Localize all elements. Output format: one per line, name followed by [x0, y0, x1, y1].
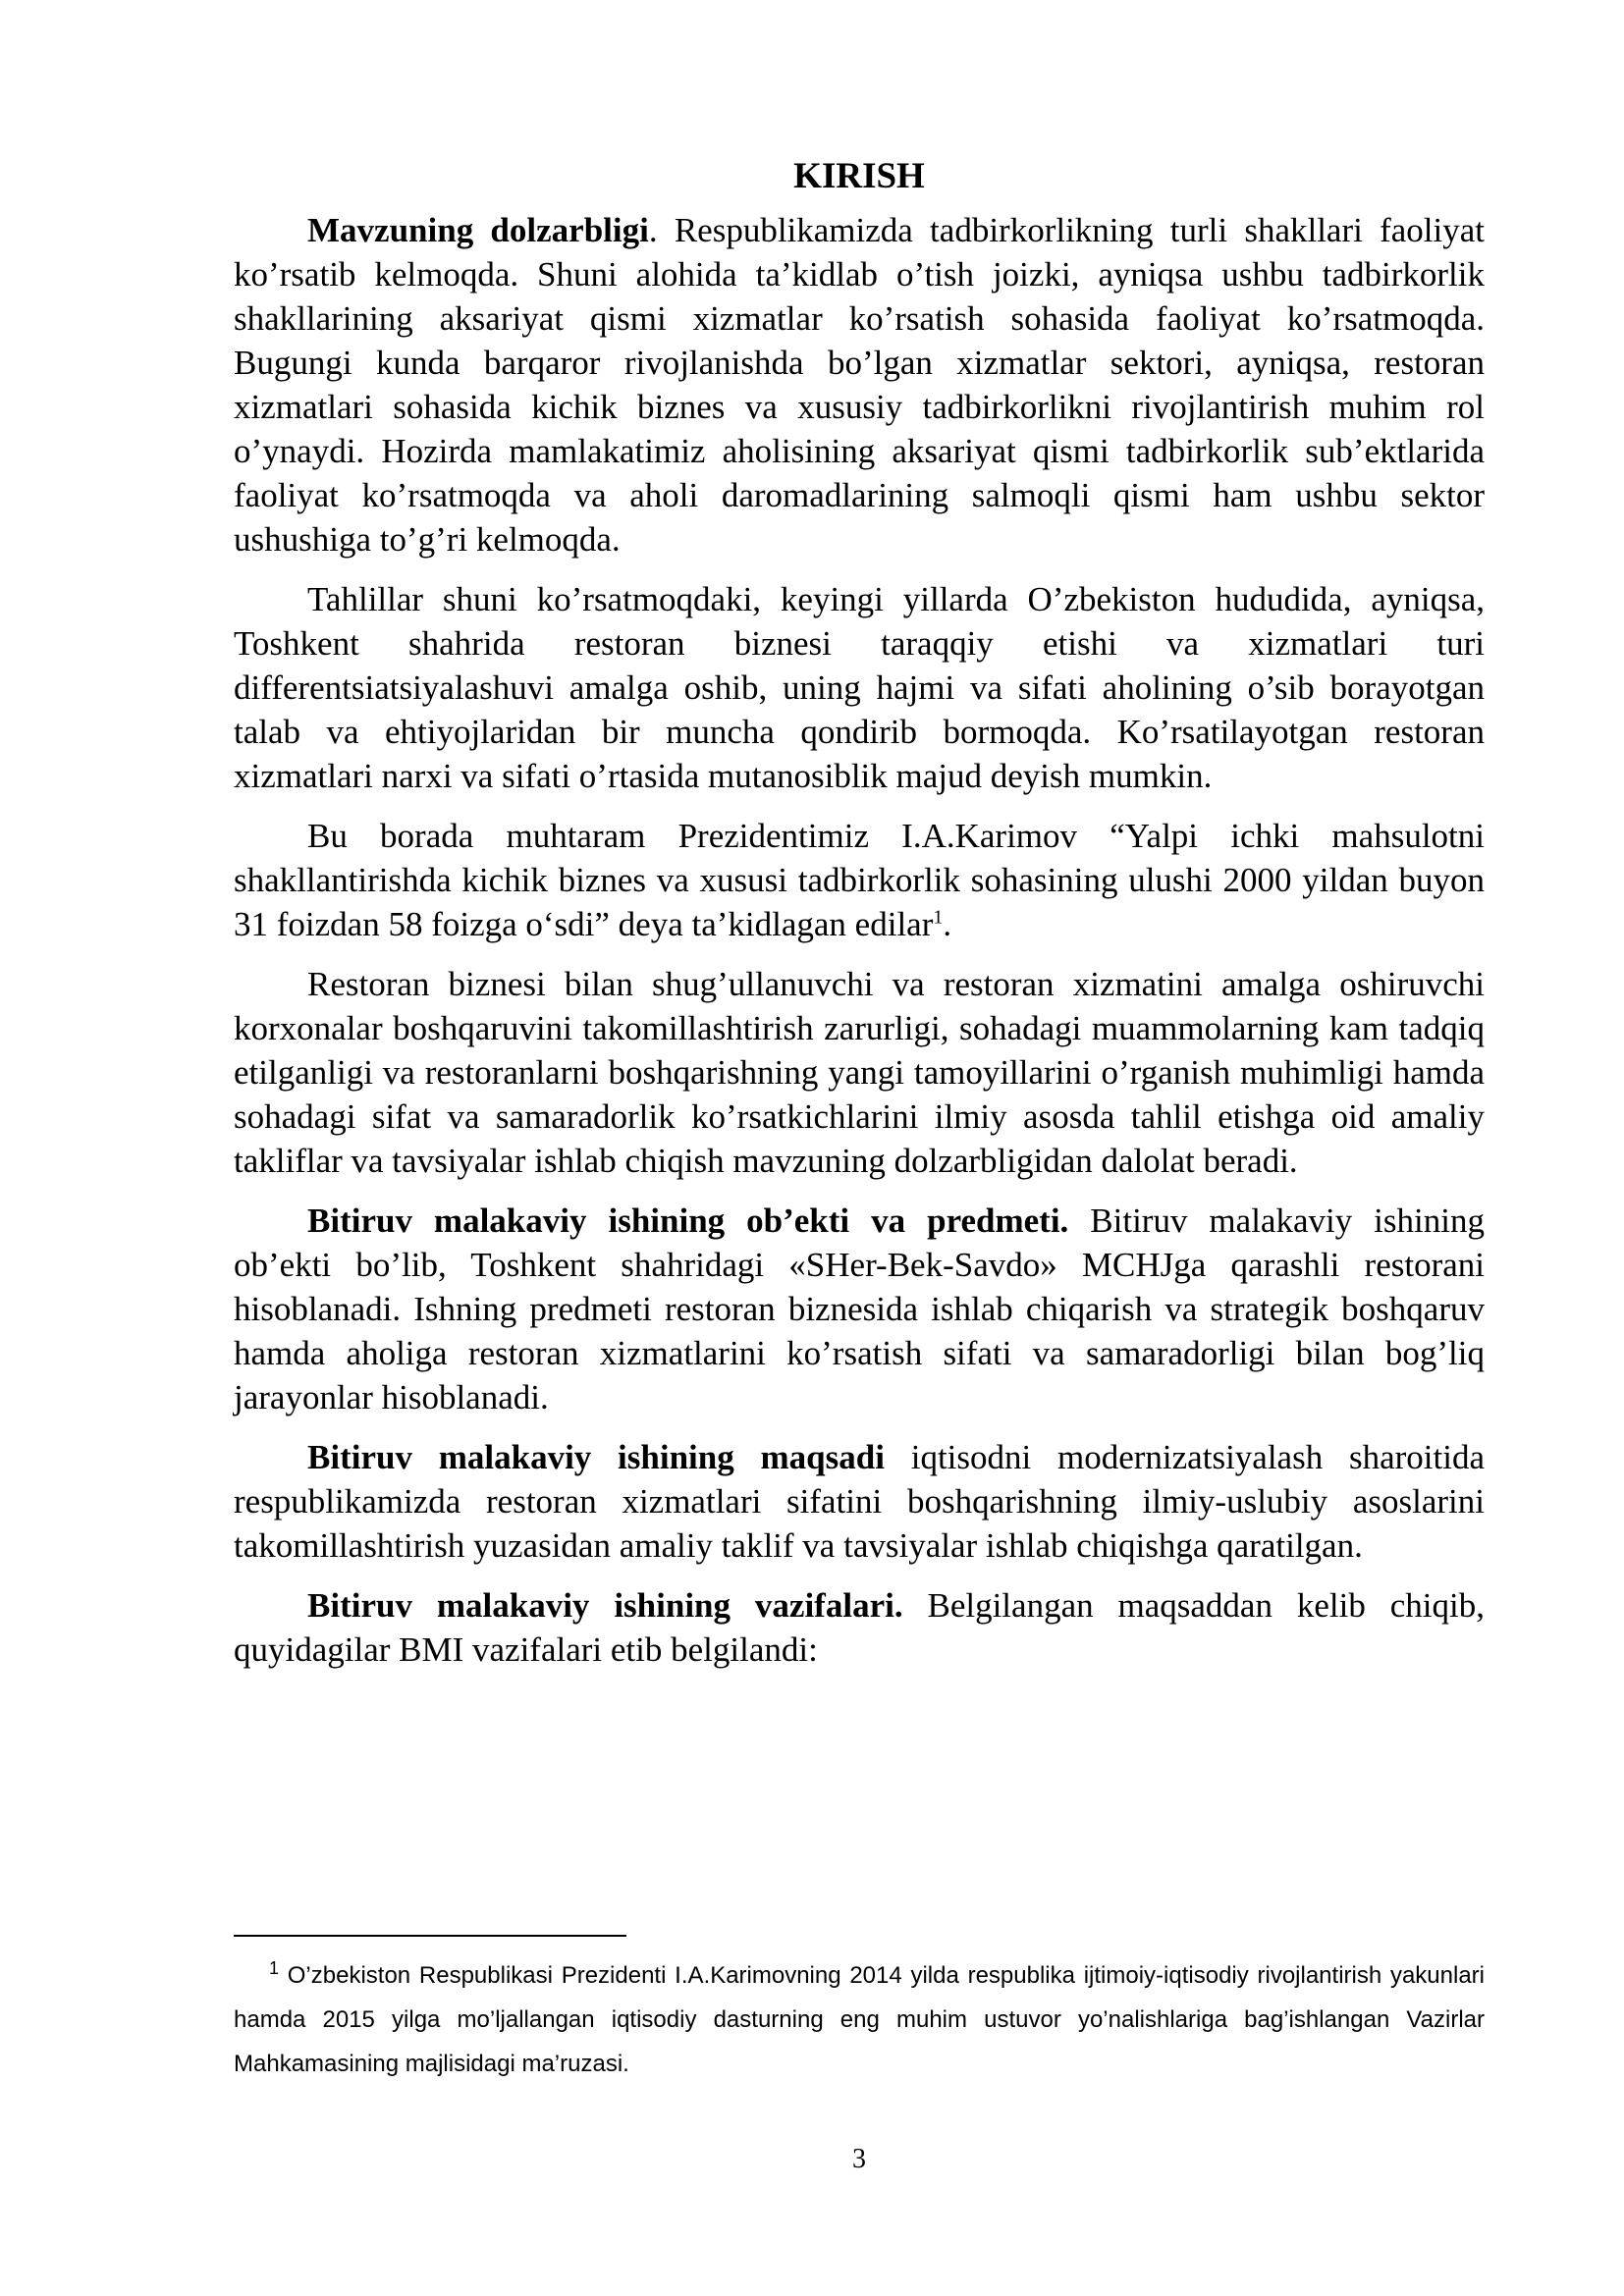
paragraph-relevance [234, 208, 1485, 561]
paragraph-lead: Bitiruv malakaviy ishining maqsadi [307, 1438, 885, 1476]
paragraph-goal [234, 1435, 1485, 1568]
page-number: 3 [852, 2144, 866, 2174]
footnote-reference[interactable]: 1 [933, 906, 944, 929]
paragraph-analysis [234, 577, 1485, 798]
footnote-text: O’zbekiston Respublikasi Prezidenti I.A.Karimovning 2014 yilda respublika ijtimoiy-iqtisodiy rivojlantirish yakunlari hamda 2015 yilga mo’ljallangan iqtisodiy dasturning eng muhim ustuvor yo’nalishlariga bag’ishlangan Vazirlar Mahkamasining majlisidagi ma’ruzasi. [234, 1962, 1485, 2077]
paragraph-necessity [234, 962, 1485, 1183]
paragraph-object-subject [234, 1199, 1485, 1419]
paragraph-lead: Bitiruv malakaviy ishining ob’ekti va predmeti. [307, 1201, 1069, 1240]
paragraph-text: Belgilangan maqsaddan kelib chiqib, quyidagilar BMI vazifalari etib belgilandi: [234, 1586, 1485, 1669]
paragraph-text: Restoran biznesi bilan shug’ullanuvchi va restoran xizmatini amalga oshiruvchi korxonalar boshqaruvini takomillashtirish zarurligi, sohadagi muammolarning kam tadqiq etilganligi va restoranlarni boshqarishning yangi tamoyillarini o’rganish muhimligi hamda sohadagi sifat va samaradorlik ko’rsatkichlarini ilmiy asosda tahlil etishga oid amaliy takliflar va tavsiyalar ishlab chiqish mavzuning dolzarbligidan dalolat beradi. [234, 965, 1485, 1180]
paragraph-lead: Bitiruv malakaviy ishining vazifalari. [307, 1586, 903, 1625]
paragraph-president-quote [234, 814, 1485, 946]
section-heading: KIRISH [793, 156, 925, 196]
paragraph-lead: Mavzuning dolzarbligi [307, 211, 649, 249]
paragraph-tasks [234, 1583, 1485, 1672]
paragraph-text: Tahlillar shuni ko’rsatmoqdaki, keyingi yillarda O’zbekiston hududida, ayniqsa, Toshkent shahrida restoran biznesi taraqqiy etishi va xizmatlari turi differentsiatsiyalashuvi amalga oshib, uning hajmi va sifati aholining o’sib borayotgan talab va ehtiyojlaridan bir muncha qondirib bormoqda. Ko’rsatilayotgan restoran xizmatlari narxi va sifati o’rtasida mutanosiblik majud deyish mumkin. [234, 580, 1485, 795]
paragraph-text: iqtisodni modernizatsiyalash sharoitida respublikamizda restoran xizmatlari sifatini boshqarishning ilmiy-uslubiy asoslarini takomillashtirish yuzasidan amaliy taklif va tavsiyalar ishlab chiqishga qaratilgan. [234, 1438, 1485, 1565]
footnote-mark: 1 [269, 1958, 280, 1978]
paragraph-tail: . [943, 905, 952, 943]
paragraph-text: Bitiruv malakaviy ishining ob’ekti bo’lib, Toshkent shahridagi «SHer-Bek-Savdo» MCHJga qarashli restorani hisoblanadi. Ishning predmeti restoran biznesida ishlab chiqarish va strategik boshqaruv hamda aholiga restoran xizmatlarini ko’rsatish sifati va samaradorligi bilan bog’liq jarayonlar hisoblanadi. [234, 1201, 1485, 1416]
page-body [234, 147, 1485, 1687]
footnote-divider [234, 1935, 626, 1937]
paragraph-text: Bu borada muhtaram Prezidentimiz I.A.Karimov “Yalpi ichki mahsulotni shakllantirishda kichik biznes va xususi tadbirkorlik sohasining ulushi 2000 yildan buyon 31 foizdan 58 foizga o‘sdi” deya ta’kidlagan edilar [234, 817, 1485, 943]
paragraph-text: . Respublikamizda tadbirkorlikning turli shakllari faoliyat ko’rsatib kelmoqda. Shuni alohida ta’kidlab o’tish joizki, ayniqsa ushbu tadbirkorlik shakllarining aksariyat qismi xizmatlar ko’rsatish sohasida faoliyat ko’rsatmoqda. Bugungi kunda barqaror rivojlanishda bo’lgan xizmatlar sektori, ayniqsa, restoran xizmatlari sohasida kichik biznes va xususiy tadbirkorlikni rivojlantirish muhim rol o’ynaydi. Hozirda mamlakatimiz aholisining aksariyat qismi tadbirkorlik sub’ektlarida faoliyat ko’rsatmoqda va aholi daromadlarining salmoqli qismi ham ushbu sektor ushushiga to’g’ri kelmoqda. [234, 211, 1485, 559]
footnote [234, 1953, 1485, 2086]
